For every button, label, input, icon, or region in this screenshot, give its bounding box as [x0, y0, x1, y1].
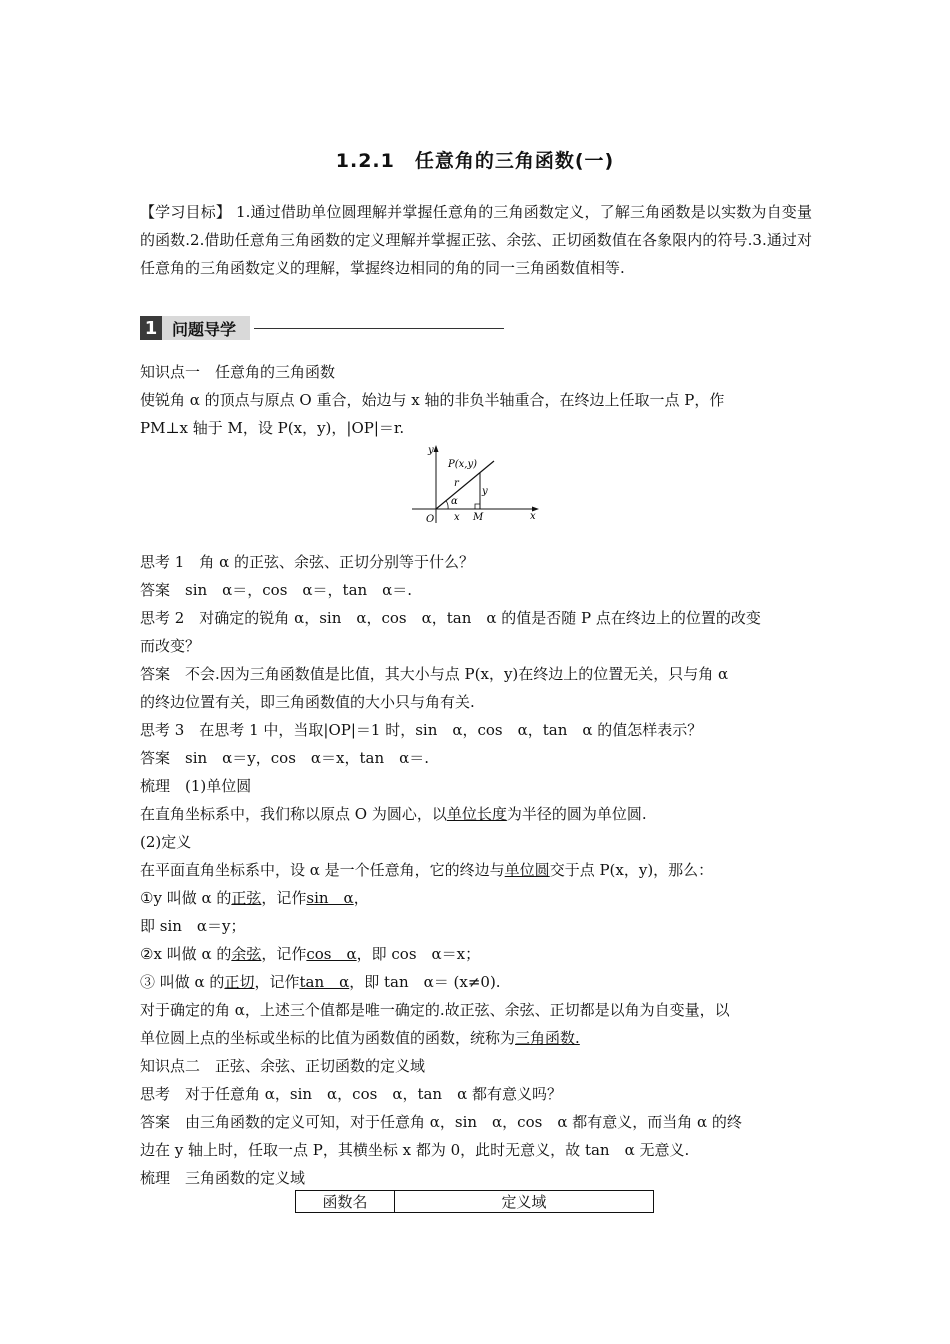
summary-line-2-pre: 单位圆上点的坐标或坐标的比值为函数值的函数，统称为 [140, 1029, 516, 1047]
tangent-notation: tan α [299, 973, 350, 991]
cosine-notation: cos α [306, 945, 357, 963]
domain-table [295, 1190, 654, 1213]
sine-term: 正弦 [231, 889, 262, 907]
unit-circle-text-post: 为半径的圆为单位圆. [506, 805, 647, 823]
cosine-mid: ，记作 [261, 945, 307, 963]
sine-pre: ①y 叫做 α 的 [140, 889, 232, 907]
think-3-answer: 答案 sin α＝y，cos α＝x，tan α＝. [140, 749, 430, 767]
table-header-domain: 定义域 [395, 1191, 654, 1213]
fig-alpha-label: α [451, 496, 458, 507]
fig-y-length-label: y [482, 486, 488, 497]
unit-circle-underlined: 单位长度 [446, 805, 507, 823]
intro-line-1: 使锐角 α 的顶点与原点 O 重合，始边与 x 轴的非负半轴重合，在终边上任取一点 P，作 [140, 391, 725, 409]
tangent-term: 正切 [224, 973, 255, 991]
table-header-function-name: 函数名 [296, 1191, 395, 1213]
k2-answer-1: 答案 由三角函数的定义可知，对于任意角 α，sin α，cos α 都有意义，而当角 α 的终 [140, 1113, 742, 1131]
summary-line-1: 对于确定的角 α，上述三个值都是唯一确定的.故正弦、余弦、正切都是以角为自变量，以 [140, 1001, 730, 1019]
definition-tangent [140, 968, 812, 996]
learning-goals-label: 【学习目标】 [140, 203, 232, 221]
think-1-question: 思考 1 角 α 的正弦、余弦、正切分别等于什么？ [140, 553, 474, 571]
fig-point-m-label: M [473, 512, 484, 523]
coordinate-figure [408, 443, 543, 528]
definition-intro-post: 交于点 P(x，y)，那么： [549, 861, 714, 879]
definition-intro-underlined: 单位圆 [504, 861, 550, 879]
section-title: 问题导学 [162, 316, 250, 340]
knowledge-point-2-heading: 知识点二 正弦、余弦、正切函数的定义域 [140, 1057, 426, 1075]
knowledge-point-1-heading: 知识点一 任意角的三角函数 [140, 363, 336, 381]
fig-r-label: r [454, 478, 459, 489]
fig-origin-label: O [426, 514, 435, 525]
fig-x-axis-label: x [530, 511, 536, 522]
tangent-pre: ③ 叫做 α 的 [140, 973, 225, 991]
section-number: 1 [140, 316, 162, 340]
summary-line-2 [140, 1024, 812, 1052]
think-3-question: 思考 3 在思考 1 中，当取|OP|＝1 时，sin α，cos α，tan α 的值怎样表示？ [140, 721, 703, 739]
think-2-question-1: 思考 2 对确定的锐角 α，sin α，cos α，tan α 的值是否随 P 点在终边上的位置的改变 [140, 609, 761, 627]
learning-goals-text: 1.通过借助单位圆理解并掌握任意角的三角函数定义，了解三角函数是以实数为自变量的函数.2.借助任意角三角函数的定义理解并掌握正弦、余弦、正切函数值在各象限内的符号.3.通过对任意角的三角函数定义的理解，掌握终边相同的角的同一三角函数值相等. [140, 203, 812, 277]
sine-notation: sin α [306, 889, 354, 907]
section-rule [254, 328, 504, 329]
fig-point-p-label: P(x,y) [448, 459, 477, 470]
sine-post: ， [353, 889, 369, 907]
k2-think-question: 思考 对于任意角 α，sin α，cos α，tan α 都有意义吗？ [140, 1085, 562, 1103]
table-header-row [296, 1191, 654, 1213]
tangent-mid: ，记作 [254, 973, 300, 991]
definition-label: (2)定义 [140, 833, 192, 851]
fig-y-axis-label: y [428, 445, 434, 456]
summary-domain-label: 梳理 三角函数的定义域 [140, 1169, 306, 1187]
definition-sine [140, 884, 812, 912]
section-header [140, 316, 504, 340]
unit-circle-definition [140, 800, 812, 828]
k2-answer-2: 边在 y 轴上时，任取一点 P，其横坐标 x 都为 0，此时无意义，故 tan α 无意义. [140, 1141, 690, 1159]
cosine-term: 余弦 [231, 945, 262, 963]
fig-x-length-label: x [454, 512, 460, 523]
intro-line-2: PM⊥x 轴于 M，设 P(x，y)，|OP|＝r. [140, 419, 405, 437]
learning-goals [140, 198, 812, 282]
cosine-pre: ②x 叫做 α 的 [140, 945, 232, 963]
sine-mid: ，记作 [261, 889, 307, 907]
definition-sine-value: 即 sin α＝y； [140, 917, 246, 935]
summary-unit-circle-label: 梳理 (1)单位圆 [140, 777, 252, 795]
tangent-post: ，即 tan α＝ (x≠0). [349, 973, 501, 991]
definition-intro-pre: 在平面直角坐标系中，设 α 是一个任意角，它的终边与 [140, 861, 505, 879]
unit-circle-text-pre: 在直角坐标系中，我们称以原点 O 为圆心，以 [140, 805, 447, 823]
summary-term-trig-functions: 三角函数. [515, 1029, 580, 1047]
think-2-answer-2: 的终边位置有关，即三角函数值的大小只与角有关. [140, 693, 475, 711]
definition-intro [140, 856, 812, 884]
think-1-answer: 答案 sin α＝，cos α＝，tan α＝. [140, 581, 413, 599]
think-2-answer-1: 答案 不会.因为三角函数值是比值，其大小与点 P(x，y)在终边上的位置无关，只与角 α [140, 665, 729, 683]
think-2-question-2: 而改变？ [140, 637, 201, 655]
page-title: 1.2.1 任意角的三角函数(一) [335, 150, 615, 172]
definition-cosine [140, 940, 812, 968]
cosine-post: ，即 cos α＝x； [356, 945, 481, 963]
